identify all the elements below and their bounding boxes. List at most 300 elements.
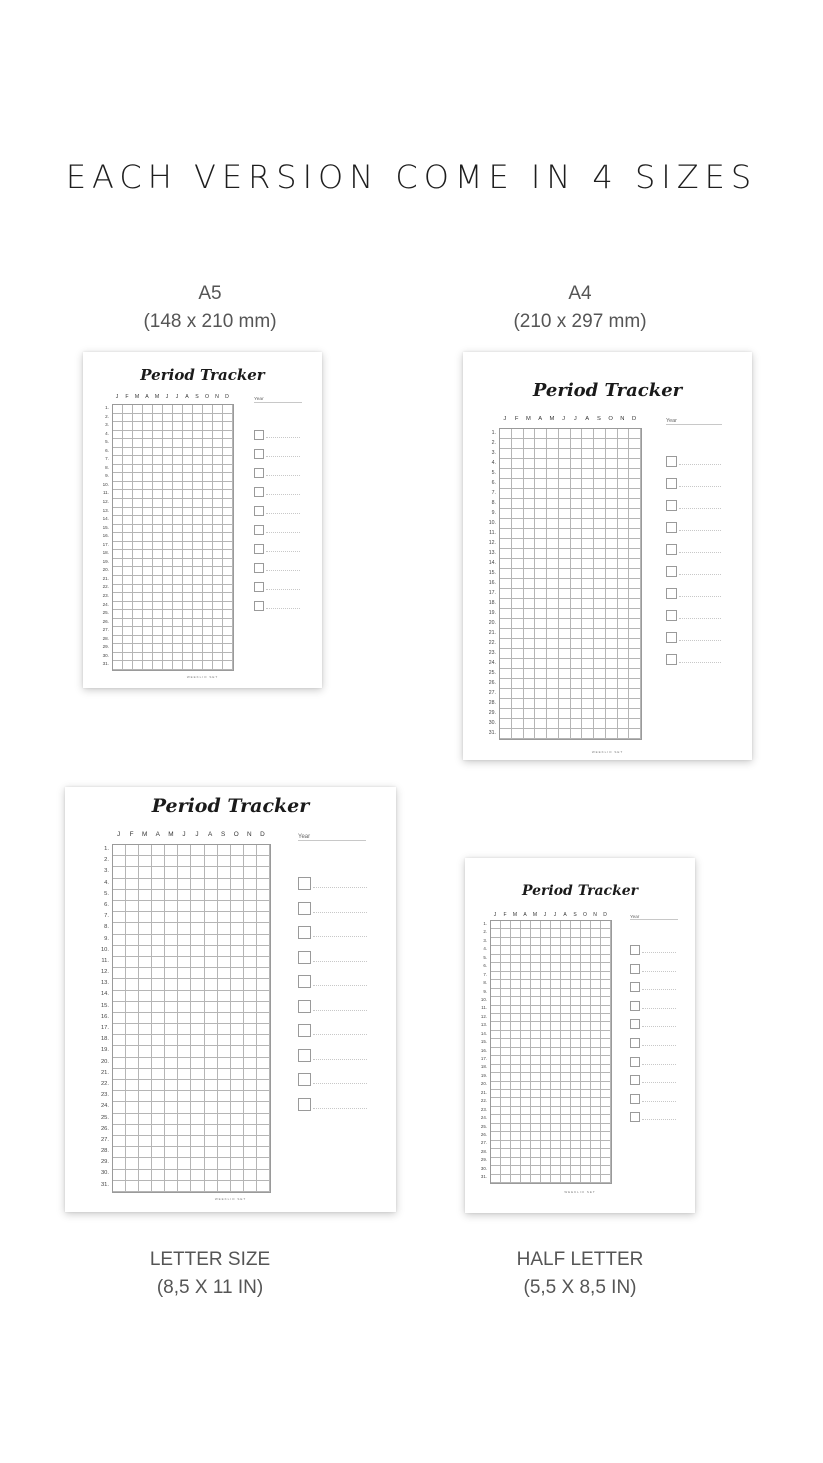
grid-cell [512,729,524,739]
grid-cell [223,533,233,542]
grid-cell [231,1091,244,1102]
grid-cell [561,938,571,946]
grid-cell [126,901,139,912]
grid-cell [601,1098,611,1106]
grid-cell [541,1166,551,1174]
grid-cell [203,636,213,645]
grid-cell [191,1114,204,1125]
grid-cell [511,980,521,988]
grid-cell [594,589,606,599]
grid-cell [203,482,213,491]
grid-cell [205,935,218,946]
grid-cell [501,1031,511,1039]
grid-cell [606,449,618,459]
grid-cell [113,576,123,585]
sheet-title: Period Tracker [151,795,310,817]
grid-cell [126,1035,139,1046]
grid-cell [173,585,183,594]
checkbox-row [630,1038,678,1046]
grid-cell [521,1056,531,1064]
grid-cell [591,955,601,963]
grid-cell [153,559,163,568]
grid-cell [163,465,173,474]
grid-cell [205,1058,218,1069]
grid-cell [581,946,591,954]
month-initial: A [585,416,590,422]
grid-cell [524,659,536,669]
sheet-title: Period Tracker [521,883,639,899]
size-label-letter [90,1246,330,1302]
checkbox-row [298,975,366,986]
grid-cell [591,1124,601,1132]
grid-cell [541,1107,551,1115]
grid-cell [501,997,511,1005]
grid-cell [512,429,524,439]
grid-cell [123,567,133,576]
grid-cell [244,901,257,912]
checkbox-icon [666,588,677,599]
grid-cell [113,610,123,619]
grid-cell [547,529,559,539]
grid-cell [231,1181,244,1192]
grid-cell [203,456,213,465]
grid-cell [581,972,591,980]
day-number: 24. [102,601,109,607]
grid-cell [571,489,583,499]
grid-cell [629,569,641,579]
grid-cell [123,473,133,482]
grid-cell [559,629,571,639]
grid-cell [113,542,123,551]
grid-cell [123,610,133,619]
grid-cell [223,465,233,474]
grid-cell [606,459,618,469]
checkbox-row [666,522,722,531]
grid-cell [126,890,139,901]
grid-cell [511,1124,521,1132]
day-number: 4. [483,946,487,952]
grid-cell [152,957,165,968]
grid-cell [139,890,152,901]
tracker-grid [499,428,642,740]
grid-cell [178,1046,191,1057]
note-line [679,486,721,487]
day-number: 29. [488,710,496,716]
day-number: 19. [488,610,496,616]
grid-cell [113,448,123,457]
grid-cell [165,1125,178,1136]
day-number: 20. [488,620,496,626]
grid-cell [139,901,152,912]
month-initial: F [514,416,519,422]
month-initial: J [562,416,566,422]
grid-cell [521,1022,531,1030]
checkbox-row [254,563,302,571]
grid-cell [223,542,233,551]
grid-cell [123,448,133,457]
month-initial: J [493,912,497,918]
grid-cell [491,997,501,1005]
grid-cell [500,589,512,599]
grid-cell [618,469,630,479]
grid-cell [113,602,123,611]
day-number: 10. [102,481,109,487]
grid-cell [163,661,173,670]
grid-cell [541,1014,551,1022]
month-initial: M [532,912,538,918]
grid-cell [606,609,618,619]
grid-cell [223,456,233,465]
grid-cell [244,1125,257,1136]
day-number: 14. [480,1030,487,1036]
grid-cell [581,1141,591,1149]
grid-cell [561,946,571,954]
size-dims: (5,5 X 8,5 IN) [523,1277,637,1298]
grid-cell [193,559,203,568]
grid-cell [113,968,126,979]
month-initial: M [154,394,160,400]
grid-cell [618,649,630,659]
grid-cell [561,1115,571,1123]
grid-cell [173,653,183,662]
grid-cell [257,1002,270,1013]
grid-cell [231,1058,244,1069]
grid-cell [541,1090,551,1098]
checkbox-icon [254,601,264,611]
checkbox-icon [254,525,264,535]
grid-cell [152,1035,165,1046]
grid-cell [244,1170,257,1181]
grid-cell [571,679,583,689]
checkbox-icon [254,582,264,592]
grid-cell [173,499,183,508]
day-number: 3. [491,450,496,456]
grid-cell [191,856,204,867]
grid-cell [511,1039,521,1047]
grid-cell [512,619,524,629]
grid-cell [606,709,618,719]
grid-cell [571,1022,581,1030]
grid-cell [559,619,571,629]
grid-cell [152,1147,165,1158]
grid-cell [191,1080,204,1091]
day-number: 29. [480,1157,487,1163]
grid-cell [561,1098,571,1106]
grid-cell [139,946,152,957]
grid-cell [551,1082,561,1090]
grid-cell [231,1080,244,1091]
grid-cell [531,1107,541,1115]
note-line [266,608,300,609]
checkbox-row [630,1075,678,1083]
grid-cell [571,519,583,529]
grid-cell [205,912,218,923]
grid-cell [531,1158,541,1166]
grid-cell [152,1102,165,1113]
grid-cell [559,669,571,679]
grid-cell [123,525,133,534]
grid-cell [205,957,218,968]
grid-cell [143,490,153,499]
grid-cell [218,1147,231,1158]
day-number: 6. [483,963,487,969]
grid-cell [606,669,618,679]
grid-cell [231,1002,244,1013]
checkbox-icon [298,1000,311,1013]
grid-cell [501,1166,511,1174]
grid-cell [218,1013,231,1024]
grid-cell [571,659,583,669]
grid-cell [213,619,223,628]
grid-cell [531,946,541,954]
grid-cell [571,1132,581,1140]
grid-cell [165,946,178,957]
grid-cell [205,901,218,912]
grid-cell [561,1141,571,1149]
day-number: 16. [100,1013,109,1020]
day-number: 24. [488,660,496,666]
grid-cell [591,963,601,971]
grid-cell [244,1069,257,1080]
grid-cell [501,1149,511,1157]
grid-cell [165,879,178,890]
grid-cell [213,405,223,414]
grid-cell [218,1158,231,1169]
grid-cell [257,923,270,934]
grid-cell [581,938,591,946]
grid-cell [183,602,193,611]
checkbox-row [630,964,678,972]
grid-cell [551,1141,561,1149]
grid-cell [551,1166,561,1174]
day-number: 28. [100,1148,109,1155]
grid-cell [541,1175,551,1183]
grid-cell [183,576,193,585]
grid-cell [244,1158,257,1169]
grid-cell [223,627,233,636]
grid-cell [163,559,173,568]
grid-cell [153,610,163,619]
grid-cell [511,946,521,954]
day-number: 13. [100,980,109,987]
grid-cell [223,499,233,508]
grid-cell [551,989,561,997]
grid-cell [113,482,123,491]
grid-cell [205,1114,218,1125]
grid-cell [582,529,594,539]
grid-cell [218,1114,231,1125]
grid-cell [205,1158,218,1169]
grid-cell [606,439,618,449]
grid-cell [601,1149,611,1157]
grid-cell [123,653,133,662]
grid-cell [223,550,233,559]
grid-cell [521,1166,531,1174]
checkbox-icon [254,430,264,440]
grid-cell [165,1046,178,1057]
grid-cell [594,529,606,539]
grid-cell [173,456,183,465]
grid-cell [601,1090,611,1098]
checkbox-row [666,566,722,575]
grid-cell [531,1082,541,1090]
grid-cell [139,1114,152,1125]
grid-cell [153,465,163,474]
grid-cell [143,465,153,474]
grid-cell [559,579,571,589]
grid-cell [531,929,541,937]
grid-cell [126,1158,139,1169]
grid-cell [173,661,183,670]
grid-cell [193,482,203,491]
grid-cell [213,473,223,482]
grid-cell [606,559,618,569]
grid-cell [521,1141,531,1149]
grid-cell [244,1002,257,1013]
grid-cell [193,465,203,474]
grid-cell [257,1046,270,1057]
grid-cell [123,414,133,423]
grid-cell [126,1024,139,1035]
grid-cell [559,709,571,719]
grid-cell [618,619,630,629]
grid-cell [491,1149,501,1157]
grid-cell [571,609,583,619]
grid-cell [535,539,547,549]
grid-cell [618,669,630,679]
grid-cell [152,1158,165,1169]
grid-cell [601,1158,611,1166]
grid-cell [183,653,193,662]
grid-cell [126,1170,139,1181]
grid-cell [571,719,583,729]
grid-cell [501,1073,511,1081]
month-header [112,831,269,838]
size-dims: (148 x 210 mm) [143,311,277,332]
day-number: 9. [105,473,109,479]
checkbox-row [630,1001,678,1009]
grid-cell [191,957,204,968]
grid-cell [559,649,571,659]
tracker-grid [112,404,234,671]
grid-cell [183,619,193,628]
grid-cell [165,923,178,934]
grid-cell [524,559,536,569]
grid-cell [191,1125,204,1136]
checkbox-icon [630,1038,640,1048]
grid-cell [133,414,143,423]
grid-cell [203,653,213,662]
grid-cell [500,539,512,549]
grid-cell [606,489,618,499]
month-initial: N [593,912,597,918]
grid-cell [191,1024,204,1035]
grid-cell [193,627,203,636]
month-initial: M [134,394,140,400]
grid-cell [591,1098,601,1106]
grid-cell [511,1166,521,1174]
grid-cell [606,579,618,589]
grid-cell [193,448,203,457]
grid-cell [152,1002,165,1013]
grid-cell [551,1158,561,1166]
grid-cell [143,627,153,636]
checkbox-icon [630,1112,640,1122]
grid-cell [559,569,571,579]
grid-cell [165,1002,178,1013]
grid-cell [163,508,173,517]
day-number: 9. [104,935,109,942]
grid-cell [618,579,630,589]
grid-cell [561,1065,571,1073]
grid-cell [541,989,551,997]
grid-cell [551,963,561,971]
grid-cell [223,567,233,576]
grid-cell [191,935,204,946]
grid-cell [491,1039,501,1047]
day-number: 14. [100,991,109,998]
grid-cell [559,459,571,469]
grid-cell [178,1069,191,1080]
day-number: 5. [491,470,496,476]
grid-cell [231,1158,244,1169]
grid-cell [571,579,583,589]
day-number: 21. [488,630,496,636]
grid-cell [193,602,203,611]
grid-cell [581,929,591,937]
grid-cell [133,490,143,499]
grid-cell [257,1069,270,1080]
sheet-title: Period Tracker [140,366,265,384]
grid-cell [581,1124,591,1132]
grid-cell [561,1158,571,1166]
grid-cell [143,422,153,431]
grid-cell [133,422,143,431]
footer-mark: WEEKLIO SET [186,675,219,679]
grid-cell [571,1141,581,1149]
checkbox-icon [666,522,677,533]
grid-cell [173,542,183,551]
grid-cell [257,890,270,901]
note-line [266,551,300,552]
grid-cell [547,679,559,689]
grid-cell [165,1114,178,1125]
grid-cell [218,1002,231,1013]
grid-cell [163,653,173,662]
checkbox-icon [298,975,311,988]
grid-cell [244,957,257,968]
grid-cell [591,1090,601,1098]
grid-cell [183,465,193,474]
grid-cell [163,593,173,602]
grid-cell [231,890,244,901]
note-line [266,494,300,495]
grid-cell [165,1080,178,1091]
grid-cell [594,649,606,659]
grid-cell [571,569,583,579]
note-line [679,464,721,465]
grid-cell [581,1149,591,1157]
grid-cell [123,593,133,602]
grid-cell [551,1107,561,1115]
checkbox-row [254,582,302,590]
grid-cell [205,1136,218,1147]
grid-cell [571,1124,581,1132]
grid-cell [535,599,547,609]
grid-cell [123,405,133,414]
grid-cell [571,559,583,569]
checkbox-icon [666,456,677,467]
